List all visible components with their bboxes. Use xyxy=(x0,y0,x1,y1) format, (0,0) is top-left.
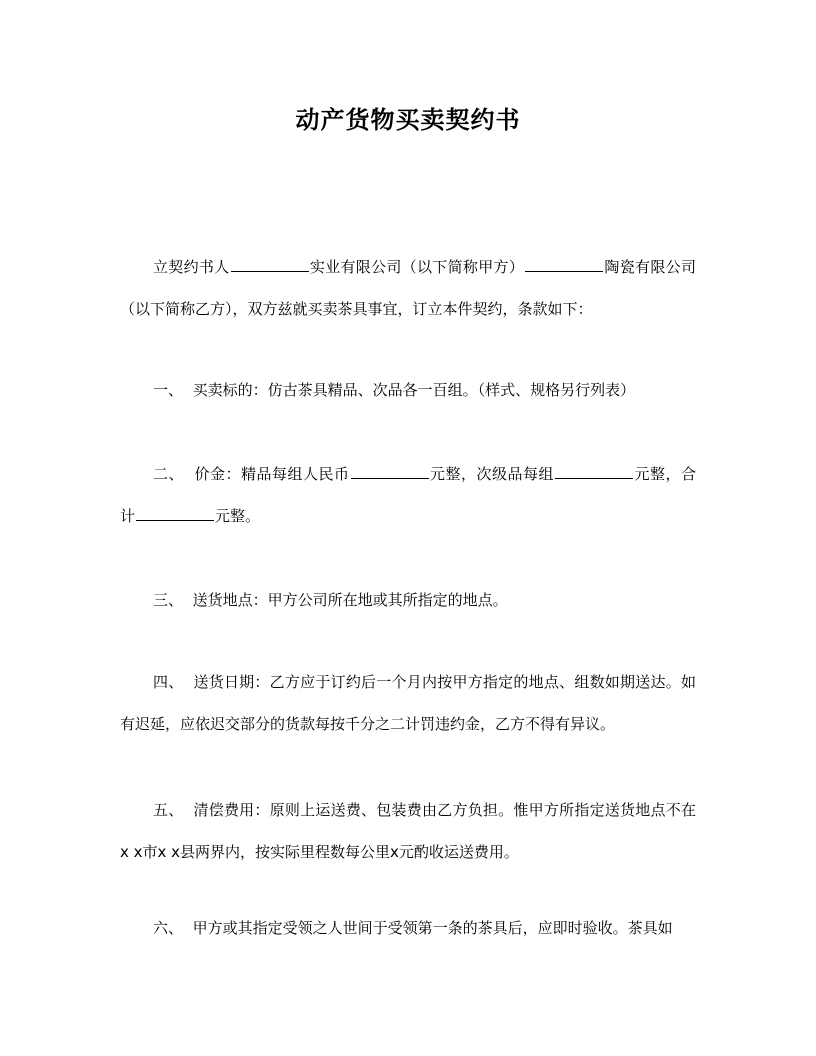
intro-suffix: 陶瓷有限公司（以下简称乙方），双方兹就买卖茶具事宜，订立本件契约，条款如下： xyxy=(120,258,696,318)
clause-number: 三、 xyxy=(153,591,184,609)
clause-text: 清偿费用：原则上运送费、包装费由乙方负担。惟甲方所指定送货地点不在x x市x x县两界内，按实际里程数每公里x元酌收运送费用。 xyxy=(120,801,696,861)
clause-5 xyxy=(120,789,696,873)
page-title: 动产货物买卖契约书 xyxy=(295,106,521,134)
clause-text: 甲方或其指定受领之人世间于受领第一条的茶具后，应即时验收。茶具如 xyxy=(192,919,673,937)
clause-6 xyxy=(120,907,696,949)
fill-blank xyxy=(555,464,633,479)
clause-number: 一、 xyxy=(153,381,184,399)
clause-text-a: 价金：精品每组人民币 xyxy=(194,465,350,483)
fill-blank xyxy=(231,257,309,272)
fill-blank xyxy=(351,464,429,479)
clause-text-c: 元整，合计 xyxy=(120,465,696,525)
intro-paragraph xyxy=(120,246,696,330)
clause-4 xyxy=(120,661,696,745)
clause-number: 六、 xyxy=(153,919,184,937)
clause-1 xyxy=(120,369,696,411)
clause-3 xyxy=(120,579,696,621)
clause-text-b: 元整，次级品每组 xyxy=(429,465,554,483)
intro-prefix: 立契约书人 xyxy=(153,258,230,276)
fill-blank xyxy=(136,506,214,521)
intro-middle: 实业有限公司（以下简称甲方） xyxy=(309,258,525,276)
clause-text: 买卖标的：仿古茶具精品、次品各一百组。（样式、规格另行列表） xyxy=(192,381,636,399)
clause-text-d: 元整。 xyxy=(215,507,261,525)
clause-number: 二、 xyxy=(153,465,184,483)
clause-text: 送货地点：甲方公司所在地或其所指定的地点。 xyxy=(192,591,508,609)
clause-text: 送货日期：乙方应于订约后一个月内按甲方指定的地点、组数如期送达。如有迟延，应依迟交部分的货款每按千分之二计罚违约金，乙方不得有异议。 xyxy=(120,673,696,733)
clause-2 xyxy=(120,453,696,537)
clause-number: 五、 xyxy=(153,801,184,819)
clause-number: 四、 xyxy=(153,673,184,691)
fill-blank xyxy=(525,257,603,272)
